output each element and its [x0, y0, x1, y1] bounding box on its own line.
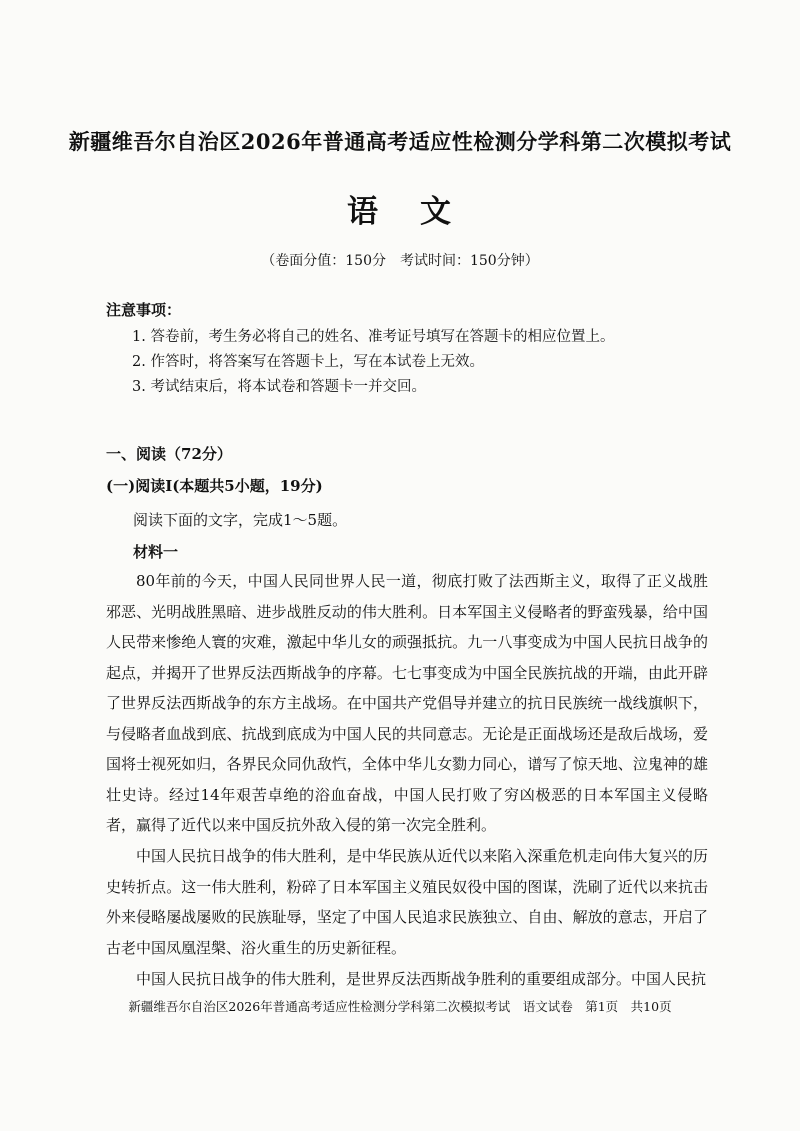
notice-heading: 注意事项： [106, 301, 182, 319]
subsection-title: (一)阅读Ⅰ(本题共5小题，19分) [106, 477, 323, 495]
subject-title [0, 186, 800, 231]
paragraph-1: 80年前的今天，中国人民同世界人民一道，彻底打败了法西斯主义，取得了正义战胜邪恶、光明战胜黑暗、进步战胜反动的伟大胜利。日本军国主义侵略者的野蛮残暴，给中国人民带来惨绝人寰的灾难，激起中华儿女的顽强抵抗。九一八事变成为中国人民抗日战争的起点，并揭开了世界反法西斯战争的序幕。七七事变成为中国全民族抗战的开端，由此开辟了世界反法西斯战争的东方主战场。在中国共产党倡导并建立的抗日民族统一战线旗帜下，与侵略者血战到底、抗战到底成为中国人民的共同意志。无论是正面战场还是敌后战场，爱国将士视死如归，各界民众同仇敌忾，全体中华儿女勠力同心，谱写了惊天地、泣鬼神的雄壮史诗。经过14年艰苦卓绝的浴血奋战，中国人民打败了穷凶极恶的日本军国主义侵略者，赢得了近代以来中国反抗外敌入侵的第一次完全胜利。 [106, 572, 708, 834]
subject-char-1: 语 [347, 194, 380, 230]
subject-char-2: 文 [420, 194, 453, 230]
notice-item-3: 3. 考试结束后，将本试卷和答题卡一并交回。 [132, 379, 426, 395]
paragraph-2: 中国人民抗日战争的伟大胜利，是中华民族从近代以来陷入深重危机走向伟大复兴的历史转折点。这一伟大胜利，粉碎了日本军国主义殖民奴役中国的图谋，洗刷了近代以来抗击外来侵略屡战屡败的民族耻辱，坚定了中国人民追求民族独立、自由、解放的意志，开启了古老中国凤凰涅槃、浴火重生的历史新征程。 [106, 847, 708, 957]
page-footer: 新疆维吾尔自治区2026年普通高考适应性检测分学科第二次模拟考试 语文试卷 第1页 共10页 [128, 999, 672, 1014]
score-time-line: （卷面分值：150分 考试时间：150分钟） [261, 253, 539, 269]
paragraph-3: 中国人民抗日战争的伟大胜利，是世界反法西斯战争胜利的重要组成部分。中国人民抗 [136, 970, 707, 988]
notice-item-2: 2. 作答时，将答案写在答题卡上，写在本试卷上无效。 [132, 354, 484, 370]
part-title: 一、阅读（72分） [106, 445, 232, 463]
exam-title: 新疆维吾尔自治区2026年普通高考适应性检测分学科第二次模拟考试 [68, 129, 732, 154]
material-label: 材料一 [133, 543, 179, 561]
notice-item-1: 1. 答卷前，考生务必将自己的姓名、准考证号填写在答题卡的相应位置上。 [132, 329, 615, 345]
instruction: 阅读下面的文字，完成1～5题。 [133, 511, 348, 529]
